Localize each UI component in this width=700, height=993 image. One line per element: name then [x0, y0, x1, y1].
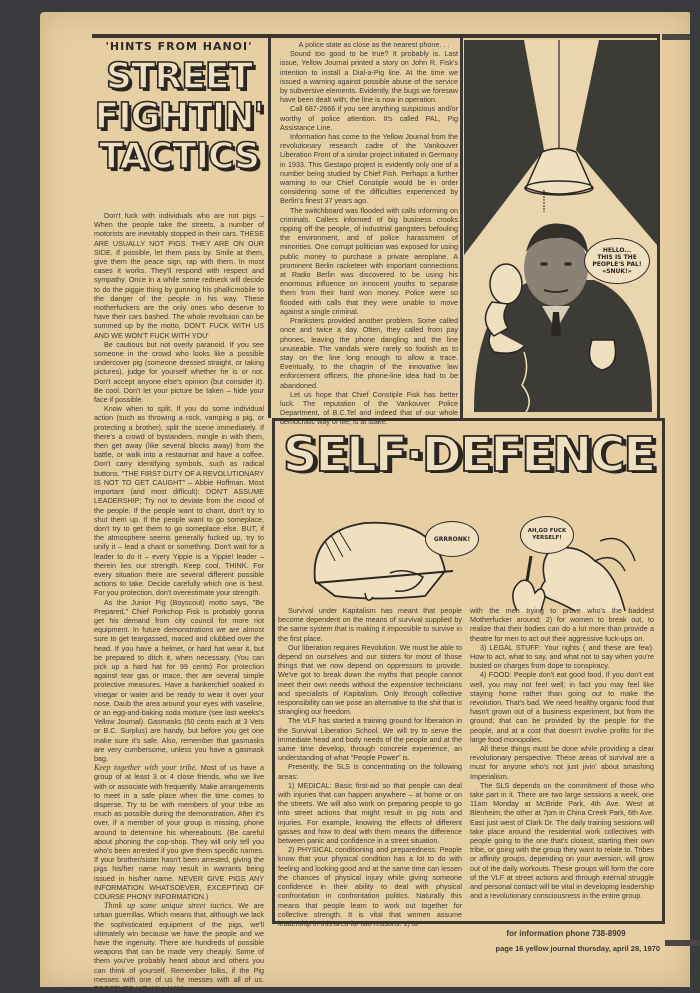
paragraph-text: We are urban guerrillas. Which means that, although we lack the sophisticated equipment of the pigs, we'll ultimately win because we have the people and we have the ingenuity. There are hundreds of possible weapons that can be made very cheaply. Some of them you've probably heard about and others you can think of yourself. Remember folks, if the Pig messes with one of us he messes with all of us. TOGETHER WE WILL WIN!: [94, 901, 264, 993]
paragraph: The switchboard was flooded with calls informing on criminals. Callers informed of big business crooks ripping off the people, of industrial gangsters befouling the environment, and of police harassment of minorities. One corrupt politician was exposed for using public money to purchase a private aeroplane. A prominent Berlin racketeer with important connections at Radio Berlin was discovered to be using his enormous influence on innocent youths to separate them from their hard won money. Police were so flooded with calls that they were unable to move against a single criminal.: [280, 205, 458, 316]
speech-bubble-right: [520, 516, 574, 554]
article-kicker: 'HINTS FROM HANOI': [105, 40, 253, 53]
paragraph: Be cautious but not overly paranoid. If you see someone in the crowd who looks like a possible undercover pig (someone dressed straight, or taking pictures), judge for yourself whether he is or not. Don't accept anyone else's opinion (but consider it). Be cool. Don't let your picture be taken – hide your face if possible.: [94, 339, 264, 405]
page-footer: page 16 yellow journal thursday, april 28, 1970: [495, 944, 660, 953]
right-rule-stub: [662, 34, 690, 40]
bubble-line: THIS IS THE: [597, 254, 637, 261]
bubble-line: AH,GO FUCK: [527, 528, 567, 534]
paragraph: Call 687-2666 if you see anything suspicious and/or worthy of police attention. It's called PAL, Pig Assistance Line.: [280, 104, 458, 132]
pal-article: [280, 40, 458, 427]
paragraph: Don't fuck with individuals who are not pigs – When the people take the streets, a number of motorists are inevitably stopped in their cars. THESE ARE USUALLY NOT PIGS. THEY ARE ON OUR SIDE. If possible, let them pass by. Smile at them, give them the peace sign, rap with them. In most cases it works. They'll respond with respect and sympathy. Once in a while some redneck will decide to do the piggie thing by gunning his phallicmobile to the danger of the people in his way. These motherfuckers are the only ones who deserve to have their cars bashed. The whole revoltuion can be summed up by the motto, DON'T FUCK WITH US AND WE WON'T FUCK WITH YOU': [94, 211, 264, 340]
phone-illustration: [464, 40, 657, 412]
lead-in: Think up some unique street tactics.: [104, 901, 234, 911]
paragraph: The SLS depends on the commitment of those who take part in it. There are two large sessions a week, one 11am Monday at McBride Park, 4th Ave. West at Blenheim; the other at 7pm in China Creek Park, 6th Ave. East just west of Clark Dr. The daily training sessions will take place around the residential work collectives with people going to the one that's closest, starting their own tribe, or going with the group they want to relate to. Tribes or affinity groups, depending on your aversion, will grow out of the daily workouts. These groups will form the core of the VLF at street actions and through internal struggle and personal contact will be vital in developing leadership and a revolutionary consciousness in the entire group.: [470, 780, 654, 901]
article-headline: [94, 57, 264, 177]
speech-bubble: [584, 238, 650, 284]
paragraph: with the men trying to prove who's the baddest Motherfucker around; 2) for women to break out, to realize that their bodies can do a lot more than provide a theatre for men to act out their aggressive fuck-ups on.: [470, 606, 654, 643]
lead-in: Keep together with your tribe.: [94, 763, 198, 773]
headline-line: FIGHTIN': [94, 96, 264, 137]
bubble-line: YERSELF!: [532, 535, 562, 541]
paragraph: Survival under Kapitalism has meant that people become dependent on the means of survival supplied by the same system that is making it impossible to survive in the first place.: [278, 606, 462, 643]
bubble-line: PEOPLE'S PAL!: [592, 261, 642, 268]
paragraph: Sound too good to be true? It probably is. Last issue, Yellow Journal printed a story on John R. Fisk's intention to install a Dial-a-Pig line. At the time we issued a warning against possible abuse of the service by subversive elements. Evidently, the bugs we foresaw have been dealt with; the line is now in operation.: [280, 49, 458, 105]
article-body: [94, 211, 264, 993]
paragraph: 3) LEGAL STUFF: Your rights ( and these are few). How to act, what to say, and what not to say when you're busted on charges from dope to conspiracy.: [470, 642, 654, 671]
paragraph: All these things must be done while providing a clear revolutionary perspective. These areas of survival are a must for anyone who's not just jivin' about smashing Imperialism.: [470, 744, 654, 781]
paragraph: [94, 763, 264, 901]
paragraph: [94, 901, 264, 993]
paragraph: Let us hope that Chief Constiple Fisk has better luck. The reputation of the Vankouver Police Department, of B.C.Tel and indeed that of our whole democratic way of life, is at stake.: [280, 389, 458, 427]
bubble-line: «SNUK!»: [602, 268, 632, 275]
info-phone-line: for information phone 738-8909: [506, 929, 626, 938]
bubble-line: HELLO...: [602, 247, 632, 254]
paragraph: 4) FOOD: People don't eat good food. If you don't eat well, you may not feel well; in fact you may feel like staying home rather than going out to make the revolution. That's bad. We need healthy organic food that hasn't grown out of a business experiment, but from the ground; that can be provided by the people for the people, and at a cost that doesn't involve profits for the large food monopolies.: [470, 670, 654, 744]
paragraph: Presently, the SLS is concentrating on the following areas:: [278, 762, 462, 781]
paragraph: As the Junior Pig (Boyscout) motto says, "Be Prepared." Chief Porkchop Fisk is probably gonna get his demand from city council for more riot equipment. In future demonstrations we are almost sure to get teargassed, maced and clubbed over the head. If you have a helmet, or hard hat wear it, but be prepared to ditch it, when necessary. (You can pick up a hard hat for 99 cents) For protection against tear gas or mace, ther are several simple protective measures. Have a hankerchief soaked in vinegar or water and be ready to wear it over your nose. Daub the area around your eyes with vaseline, or an egg-and-baking soda mixture (see last weeks's Yellow Journal). Gasmasks (50 cents each at 3 Vets or B.C. Surplus) are handy, but before you get one make sure it's safe. Also, remember that gasmasks are very cumbersome, unless you have a gasmask bag.: [94, 597, 264, 763]
paragraph: 2) PHYSICAL conditioning and preparedness: People know that your physical condition has a lot to do with feeling and looking good and at the same time can lessen the chances of physical injury while giving someone confidence in their ability to deal with physical confrontation in confrontation politics. Naturally this means that people learn to work out together for collective strength. It is vital that women assume leadership in this area for two reasons: 1) to: [278, 845, 462, 928]
paragraph: A police state as close as the nearest phone. . .: [298, 40, 450, 49]
column-divider: [657, 34, 660, 418]
lamp-and-chief-drawing: [464, 40, 657, 412]
street-fighting-article: [94, 38, 264, 993]
paragraph: Know when to split. If you do some individual action (such as throwing a rock, vamping a pig, or protecting a brother), split the scene immediately. If there's a crowd of bystanders, mingle in with them, then get away (like several blocks away) from the battle, or walk into a restaurnat and have a coffee. Don't carry identifying symbols, such as radical buttons. "THE FIRST DUTY OF A REVOLUTIONARY IS NOT TO GET CAUGHT" – Abbie Hoffman. Most important (and most difficult): DON'T ASSUME LEADERSHIP; Try not to deviate from the mood of the people. If the people want to chant, don't try to shut them up. If the people want to go someplace, don't try to get them to go someplace else. BUT, if the atmosphere seems generally fucked up, try to unify it – lead a chant or something. Don't wait for a leader to do it – every Yippie is a Yippie! leader – therein lies our strength. Keep cool, THINK. For every situation there are several different possible actions to take. Decide carefully which one is best. For you protection, don't overestimate your strength.: [94, 404, 264, 598]
speech-bubble-left: GRRRONK!: [425, 521, 479, 557]
pig-and-freak-cartoon: [295, 501, 645, 611]
paragraph: 1) MEDICAL: Basic first-aid so that people can deal with injuries that can happen anywhere – at home or on the streets. We will also work on preparing people to go into street actions that might result in pig riots and injuries. For example, knowing the effects of different gasses and how to deal with them means the difference between panic and confidence in a street situation.: [278, 780, 462, 846]
paragraph: Our liberation requires Revolution. We must be able to depend on ourselves and our sisters for most of those things that we now depend on oppressors to provide. We've got to break down the myths that people cannot meet their own needs without the expensive technicians and specialists of Kapitalism. Only through collective responsibility can we pose an alternative to the shit that is strangling our freedom.: [278, 642, 462, 717]
column-divider: [268, 34, 271, 418]
bottom-rule-stub: [665, 940, 700, 946]
paragraph: Pranksters provided another problem. Some called once and twice a day. Often, they called from pay phones, leaving the phone dangling and the line unuseable. The vandals were rarely so foolish as to stay on the line long enough to allow a trace. Eventually, to the chagrin of the innovative law enforcement officers, the phone-line idea had to be abandoned.: [280, 316, 458, 390]
headline-line: TACTICS: [98, 136, 259, 177]
self-defence-column-1: [278, 606, 462, 928]
paragraph: The VLF has started a training ground for liberation in the Survival Liberation School. We will try to serve the immediate head and body needs of the people and at the same time develop, through concrete experience, an understanding of what "People Power" is.: [278, 716, 462, 763]
headline-line: STREET: [106, 56, 252, 97]
self-defence-headline: SELF·DEFENCE: [282, 427, 655, 483]
paragraph: Information has come to the Yellow Journal from the revolutionary research cadre of the Vankouver Liberation Front of a similar project initiated in Germany in 1933. This Gestapo project is evidently only one of a number being studied by Chief Fish. Perhaps a further warning to our Chief Constiple would be in order considering some of the difficulties experienced by Berlin's finest 37 years ago.: [280, 132, 458, 206]
paragraph-text: Most of us have a group of at least 3 or 4 close friends, who we live with or associate with frequently. Make arrangements to meet in a safe place when the time comes to disperse. Try to be with members of your tribe as much as possible during the demonstration. After it's over, if a member of your group is missing, phone around to determine his whereabouts. (Be careful about phoning the cop-shop. They will only tell you who's been arrested if you give them specific names. If your brother/sister hasn't been arrested, giving the pigs his/her name may result in warrants being issued in his/her name. NEVER GIVE PIGS ANY INFORMATION WHATSOEVER, EXCEPTING OF COURSE PHONY INFORMATION.): [94, 763, 265, 902]
self-defence-column-2: [470, 606, 654, 901]
column-divider: [460, 34, 463, 418]
